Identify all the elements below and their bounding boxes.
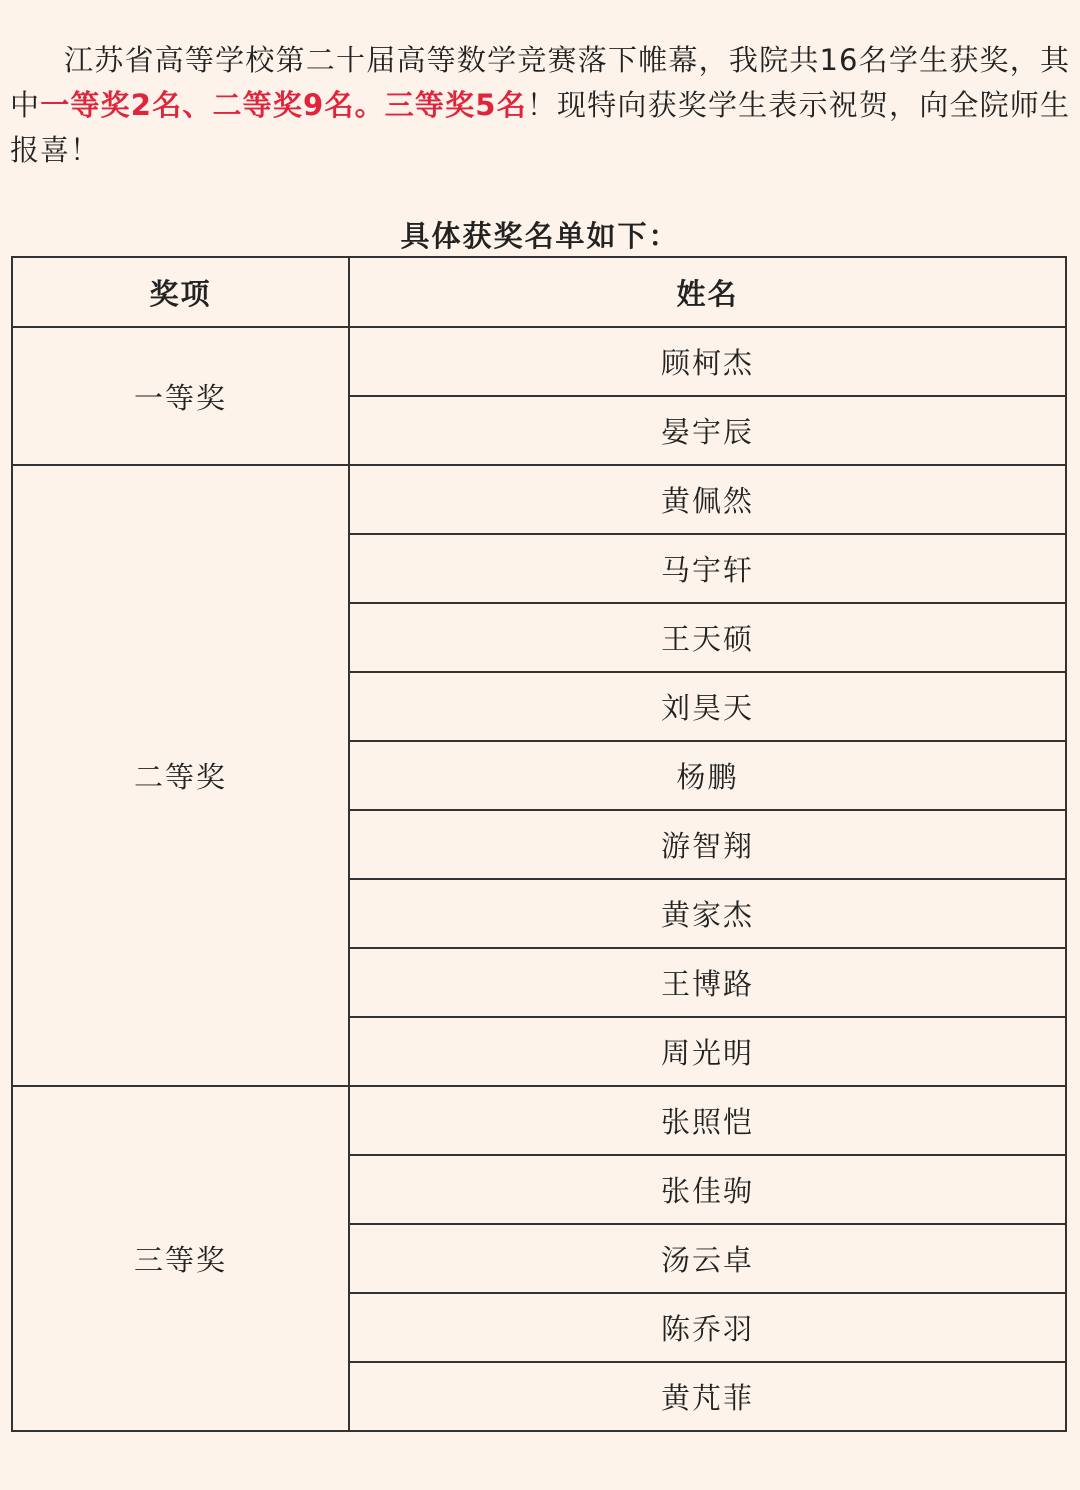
table-body [12,327,1066,1431]
list-heading: 具体获奖名单如下： [400,219,680,253]
intro-paragraph [10,38,1070,173]
header-name: 姓名 [349,257,1066,327]
name-cell: 黄佩然 [349,465,1066,534]
table-row [12,327,1066,396]
name-cell: 游智翔 [349,810,1066,879]
name-cell: 王天硕 [349,603,1066,672]
intro-text-start: 江苏省高等学校第二十届高等数学竞赛落下帷幕，我院共16名学生获奖，其中 [10,43,1070,122]
name-cell: 王博路 [349,948,1066,1017]
award-table [11,256,1067,1432]
name-cell: 张照恺 [349,1086,1066,1155]
award-cell-third: 三等奖 [12,1086,349,1431]
table-header-row [12,257,1066,327]
header-award: 奖项 [12,257,349,327]
name-cell: 顾柯杰 [349,327,1066,396]
name-cell: 汤云卓 [349,1224,1066,1293]
name-cell: 黄家杰 [349,879,1066,948]
table-row [12,465,1066,534]
intro-text-end: ！现特向获奖学生表示祝贺，向全院师生报喜！ [10,88,1070,167]
name-cell: 晏宇辰 [349,396,1066,465]
name-cell: 陈乔羽 [349,1293,1066,1362]
name-cell: 黄芃菲 [349,1362,1066,1431]
award-cell-second: 二等奖 [12,465,349,1086]
name-cell: 周光明 [349,1017,1066,1086]
intro-highlight: 一等奖2名、二等奖9名。三等奖5名 [40,88,527,122]
table-row [12,1086,1066,1155]
name-cell: 马宇轩 [349,534,1066,603]
name-cell: 刘昊天 [349,672,1066,741]
name-cell: 张佳驹 [349,1155,1066,1224]
award-cell-first: 一等奖 [12,327,349,465]
name-cell: 杨鹏 [349,741,1066,810]
